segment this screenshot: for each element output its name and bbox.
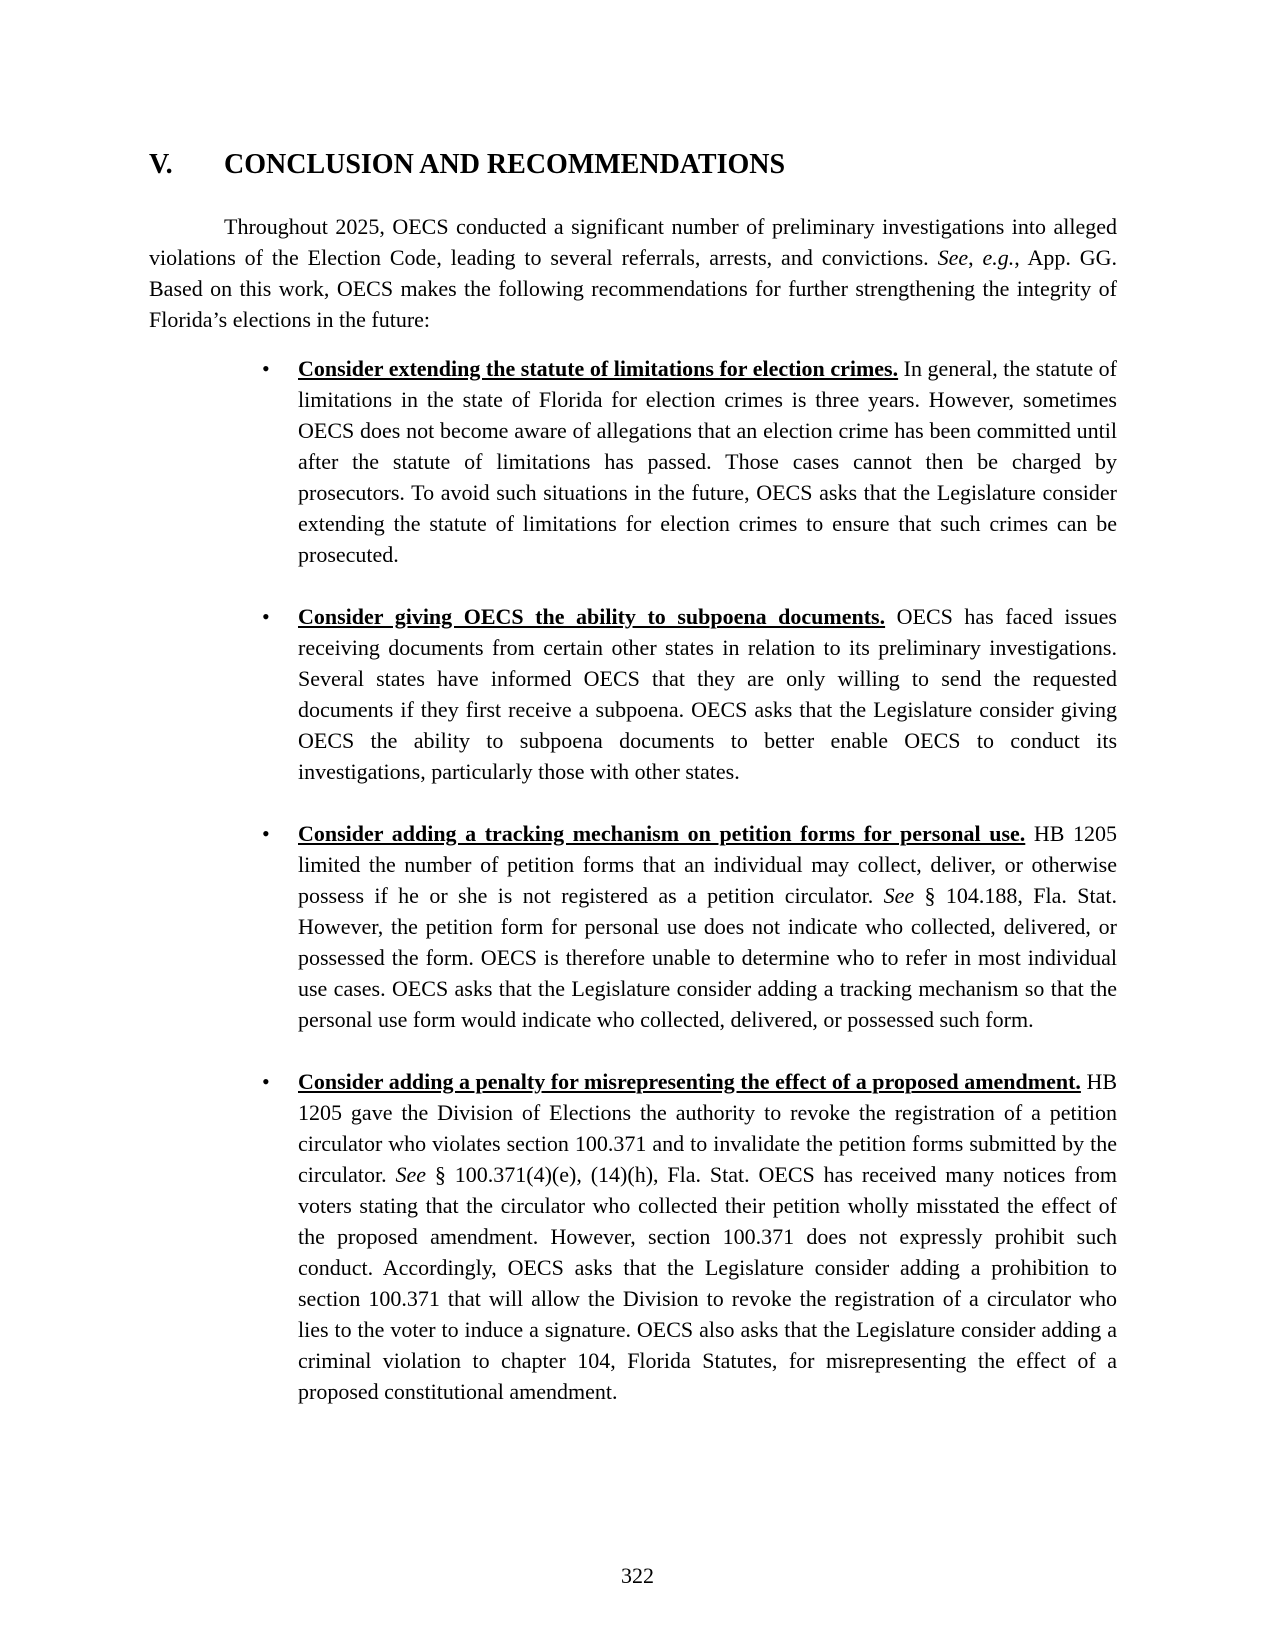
recommendations-list bbox=[262, 353, 1118, 1438]
recommendation-see: See bbox=[395, 1162, 426, 1187]
intro-text-1: Throughout 2025, OECS conducted a significant number of preliminary investigations into alleged violations of the Election Code, leading to several referrals, arrests, and convictions. bbox=[149, 214, 1117, 270]
recommendation-text-1: HB 1205 limited the number of petition forms that an individual may collect, deliver, or otherwise possess if he or she is not registered as a petition circulator. bbox=[298, 821, 1117, 908]
recommendation-text-1: HB 1205 gave the Division of Elections the authority to revoke the registration of a petition circulator who violates section 100.371 and to invalidate the petition forms submitted by the circulator. bbox=[298, 1069, 1118, 1187]
intro-comma: , bbox=[968, 245, 983, 270]
bullet-icon: • bbox=[262, 356, 270, 381]
recommendation-text-2: § 104.188, Fla. Stat. However, the petition form for personal use does not indicate who collected, delivered, or possessed the form. OECS is therefore unable to determine who to refer in most individual use cases. OECS asks that the Legislature consider adding a tracking mechanism so that the personal use form would indicate who collected, delivered, or possessed such form. bbox=[298, 883, 1117, 1032]
recommendation-tracking-mechanism bbox=[262, 818, 1117, 1035]
recommendation-statute-of-limitations bbox=[262, 353, 1117, 570]
section-number: V. bbox=[149, 149, 173, 180]
page-number: 322 bbox=[621, 1563, 654, 1588]
intro-eg: e.g. bbox=[982, 245, 1015, 270]
recommendation-see: See bbox=[883, 883, 915, 908]
bullet-icon: • bbox=[262, 604, 270, 629]
recommendation-heading: Consider adding a penalty for misrepresenting the effect of a proposed amendment. bbox=[298, 1069, 1081, 1094]
intro-see: See bbox=[937, 245, 969, 270]
recommendation-heading: Consider giving OECS the ability to subpoena documents. bbox=[298, 604, 886, 629]
recommendation-heading: Consider extending the statute of limitations for election crimes. bbox=[298, 356, 899, 381]
recommendation-text-2: § 100.371(4)(e), (14)(h), Fla. Stat. OECS has received many notices from voters stating that the circulator who collected their petition wholly misstated the effect of the proposed amendment. However, section 100.371 does not expressly prohibit such conduct. Accordingly, OECS asks that the Legislature consider adding a prohibition to section 100.371 that will allow the Division to revoke the registration of a circulator who lies to the voter to induce a signature. OECS also asks that the Legislature consider adding a criminal violation to chapter 104, Florida Statutes, for misrepresenting the effect of a proposed constitutional amendment. bbox=[298, 1162, 1117, 1404]
section-heading bbox=[149, 148, 785, 182]
recommendation-subpoena bbox=[262, 601, 1117, 787]
section-title: CONCLUSION AND RECOMMENDATIONS bbox=[224, 149, 786, 180]
bullet-icon: • bbox=[262, 821, 270, 846]
recommendation-text: In general, the statute of limitations in the state of Florida for election crimes is three years. However, sometimes OECS does not become aware of allegations that an election crime has been committed until after the statute of limitations has passed. Those cases cannot then be charged by prosecutors. To avoid such situations in the future, OECS asks that the Legislature consider extending the statute of limitations for election crimes to ensure that such crimes can be prosecuted. bbox=[298, 356, 1117, 567]
recommendation-heading: Consider adding a tracking mechanism on petition forms for personal use. bbox=[298, 821, 1026, 846]
intro-paragraph bbox=[149, 211, 1117, 335]
recommendation-penalty-misrepresentation bbox=[262, 1066, 1118, 1407]
recommendation-text: OECS has faced issues receiving documents from certain other states in relation to its preliminary investigations. Several states have informed OECS that they are only willing to send the requested documents if they first receive a subpoena. OECS asks that the Legislature consider giving OECS the ability to subpoena documents to better enable OECS to conduct its investigations, particularly those with other states. bbox=[298, 604, 1117, 784]
intro-text-2: , App. GG. Based on this work, OECS makes the following recommendations for further strengthening the integrity of Florida’s elections in the future: bbox=[149, 245, 1118, 332]
bullet-icon: • bbox=[262, 1069, 270, 1094]
